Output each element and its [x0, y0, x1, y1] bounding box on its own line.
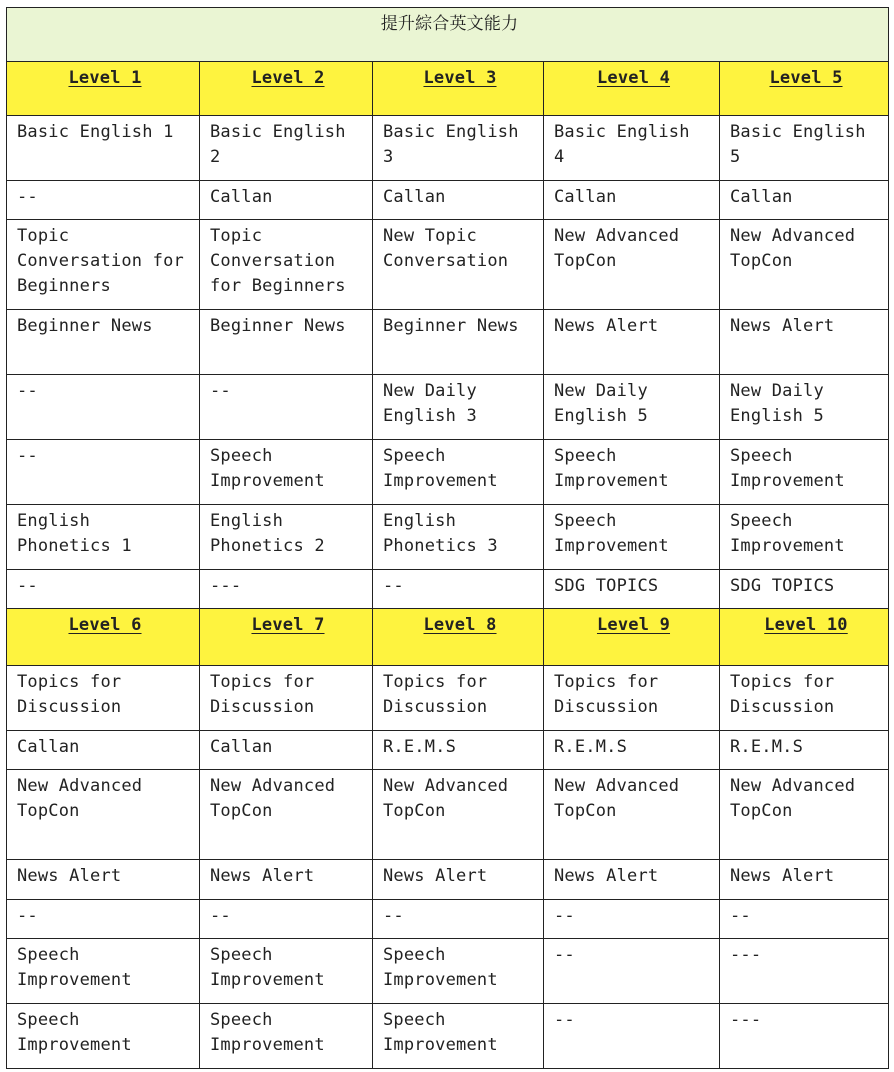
course-cell: News Alert	[373, 860, 544, 900]
course-cell: --	[7, 900, 200, 939]
course-cell: --	[7, 440, 200, 505]
course-row	[7, 440, 889, 505]
course-cell: New Advanced TopCon	[373, 770, 544, 860]
course-row	[7, 310, 889, 375]
course-cell: Topics for Discussion	[373, 666, 544, 731]
course-cell: --	[200, 900, 373, 939]
course-cell: News Alert	[544, 310, 720, 375]
level-header: Level 7	[200, 609, 373, 666]
course-cell: News Alert	[544, 860, 720, 900]
course-cell: New Advanced TopCon	[200, 770, 373, 860]
course-cell: Basic English 5	[720, 116, 889, 181]
course-cell: Speech Improvement	[373, 1004, 544, 1069]
course-row	[7, 570, 889, 609]
course-row	[7, 116, 889, 181]
course-cell: Callan	[200, 731, 373, 770]
course-cell: News Alert	[200, 860, 373, 900]
course-row	[7, 505, 889, 570]
course-cell: Callan	[7, 731, 200, 770]
course-row	[7, 666, 889, 731]
level-header: Level 1	[7, 62, 200, 116]
level-header-row	[7, 609, 889, 666]
course-cell: Speech Improvement	[720, 505, 889, 570]
course-cell: New Daily English 5	[544, 375, 720, 440]
course-cell: New Advanced TopCon	[7, 770, 200, 860]
page-title: 提升綜合英文能力	[7, 8, 889, 62]
level-header: Level 10	[720, 609, 889, 666]
level-header-row	[7, 62, 889, 116]
course-cell: New Daily English 5	[720, 375, 889, 440]
course-cell: New Topic Conversation	[373, 220, 544, 310]
course-cell: News Alert	[720, 310, 889, 375]
course-cell: New Advanced TopCon	[544, 220, 720, 310]
course-cell: Topic Conversation for Beginners	[7, 220, 200, 310]
course-cell: Basic English 1	[7, 116, 200, 181]
course-cell: ---	[720, 939, 889, 1004]
course-cell: Callan	[720, 181, 889, 220]
course-cell: --	[720, 900, 889, 939]
course-cell: Beginner News	[373, 310, 544, 375]
course-cell: Basic English 4	[544, 116, 720, 181]
course-cell: --	[7, 375, 200, 440]
course-cell: News Alert	[720, 860, 889, 900]
course-cell: Topics for Discussion	[200, 666, 373, 731]
level-header: Level 9	[544, 609, 720, 666]
course-cell: New Daily English 3	[373, 375, 544, 440]
course-cell: Beginner News	[7, 310, 200, 375]
course-cell: New Advanced TopCon	[544, 770, 720, 860]
course-cell: Speech Improvement	[720, 440, 889, 505]
level-header: Level 5	[720, 62, 889, 116]
course-cell: New Advanced TopCon	[720, 770, 889, 860]
course-cell: Speech Improvement	[200, 1004, 373, 1069]
course-cell: Callan	[544, 181, 720, 220]
course-cell: SDG TOPICS	[544, 570, 720, 609]
course-cell: English Phonetics 3	[373, 505, 544, 570]
course-row	[7, 900, 889, 939]
course-row	[7, 731, 889, 770]
course-cell: Topic Conversation for Beginners	[200, 220, 373, 310]
course-cell: Speech Improvement	[373, 939, 544, 1004]
course-row	[7, 939, 889, 1004]
course-cell: R.E.M.S	[373, 731, 544, 770]
course-cell: --	[373, 900, 544, 939]
course-cell: --	[200, 375, 373, 440]
level-header: Level 2	[200, 62, 373, 116]
course-cell: ---	[720, 1004, 889, 1069]
course-cell: --	[7, 570, 200, 609]
course-cell: --	[7, 181, 200, 220]
course-cell: Beginner News	[200, 310, 373, 375]
course-cell: Speech Improvement	[544, 440, 720, 505]
level-header: Level 8	[373, 609, 544, 666]
course-cell: Callan	[200, 181, 373, 220]
course-cell: R.E.M.S	[544, 731, 720, 770]
course-cell: Speech Improvement	[544, 505, 720, 570]
course-cell: ---	[200, 570, 373, 609]
course-row	[7, 375, 889, 440]
course-row	[7, 860, 889, 900]
course-cell: R.E.M.S	[720, 731, 889, 770]
course-cell: Basic English 3	[373, 116, 544, 181]
course-cell: English Phonetics 1	[7, 505, 200, 570]
level-header: Level 6	[7, 609, 200, 666]
course-cell: Speech Improvement	[7, 1004, 200, 1069]
course-cell: Speech Improvement	[7, 939, 200, 1004]
course-cell: Speech Improvement	[373, 440, 544, 505]
course-row	[7, 220, 889, 310]
course-cell: Speech Improvement	[200, 939, 373, 1004]
course-cell: --	[544, 939, 720, 1004]
course-cell: Speech Improvement	[200, 440, 373, 505]
course-cell: News Alert	[7, 860, 200, 900]
course-cell: Topics for Discussion	[720, 666, 889, 731]
level-header: Level 3	[373, 62, 544, 116]
course-cell: Basic English 2	[200, 116, 373, 181]
course-row	[7, 1004, 889, 1069]
course-cell: New Advanced TopCon	[720, 220, 889, 310]
course-row	[7, 770, 889, 860]
course-cell: --	[373, 570, 544, 609]
course-cell: SDG TOPICS	[720, 570, 889, 609]
course-cell: --	[544, 1004, 720, 1069]
curriculum-table	[6, 7, 889, 1069]
course-cell: Topics for Discussion	[544, 666, 720, 731]
course-cell: Callan	[373, 181, 544, 220]
course-cell: English Phonetics 2	[200, 505, 373, 570]
course-row	[7, 181, 889, 220]
course-cell: --	[544, 900, 720, 939]
course-cell: Topics for Discussion	[7, 666, 200, 731]
level-header: Level 4	[544, 62, 720, 116]
